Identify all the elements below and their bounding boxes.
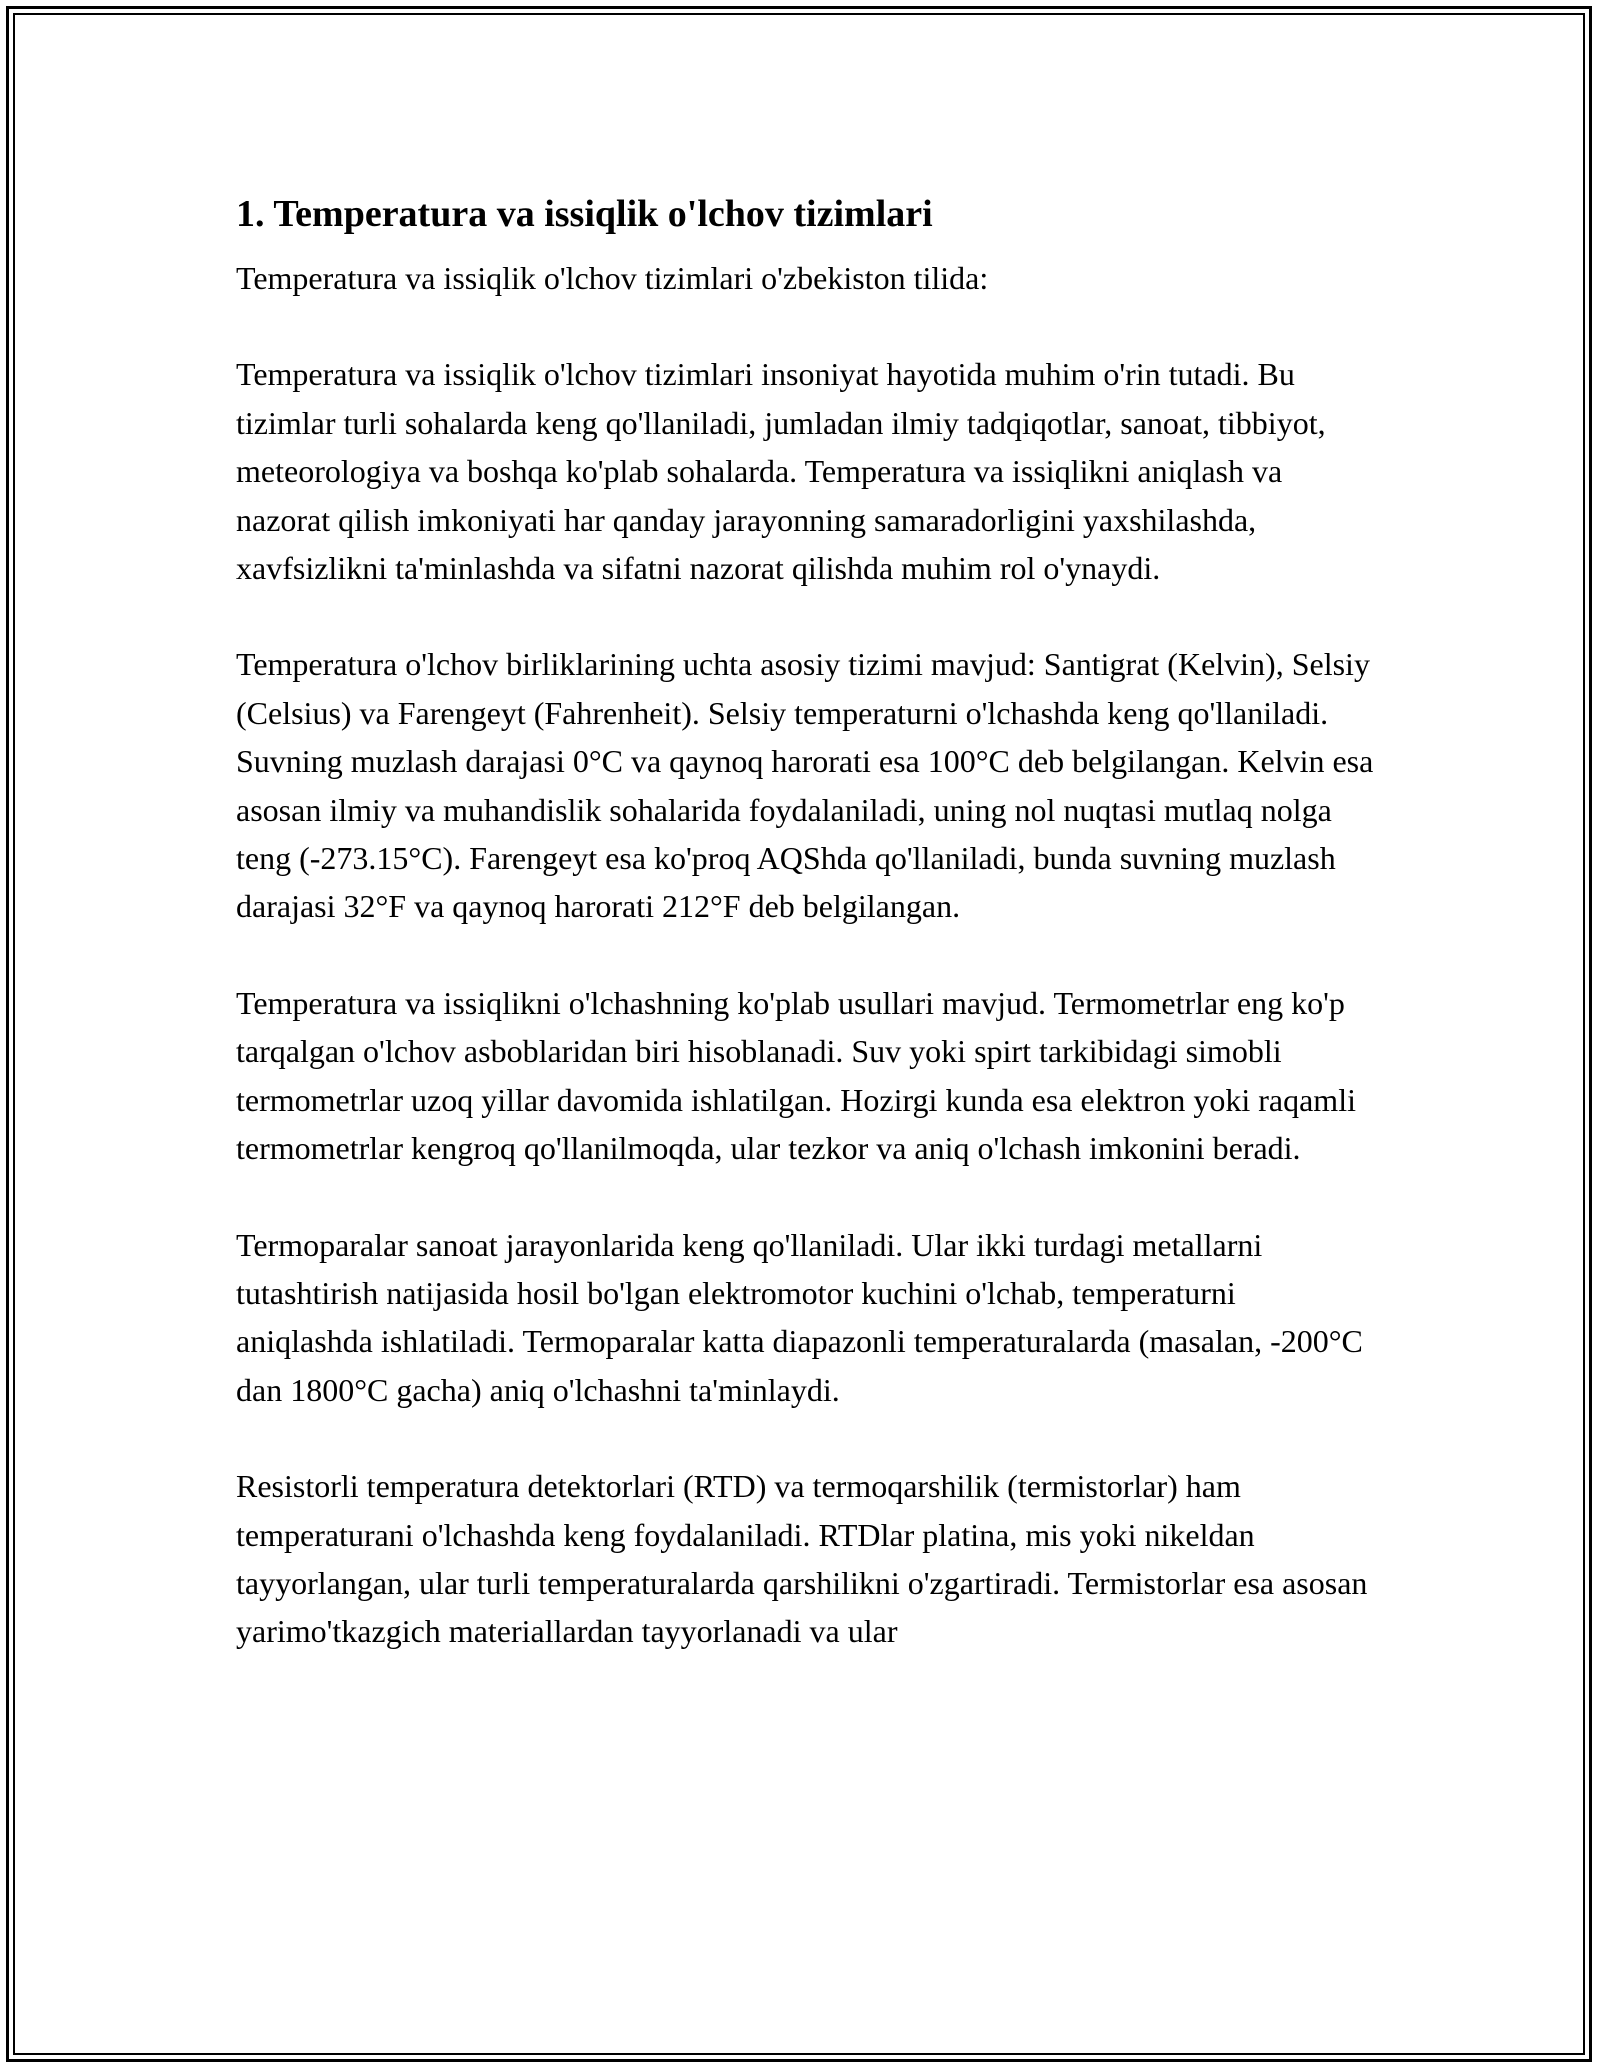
paragraph-thermocouples: Termoparalar sanoat jarayonlarida keng qo'llaniladi. Ular ikki turdagi metallarni tutashtirish natijasida hosil bo'lgan elektromotor kuchini o'lchab, temperaturni aniqlashda ishlatiladi. Termoparalar katta diapazonli temperaturalarda (masalan, -200°C dan 1800°C gacha) aniq o'lchashni ta'minlaydi.: [236, 1226, 1363, 1408]
paragraph-importance: Temperatura va issiqlik o'lchov tizimlari insoniyat hayotida muhim o'rin tutadi. Bu tizimlar turli sohalarda keng qo'llaniladi, jumladan ilmiy tadqiqotlar, sanoat, tibbiyot, meteorologiya va boshqa ko'plab sohalarda. Temperatura va issiqlikni aniqlash va nazorat qilish imkoniyati har qanday jarayonning samaradorligini yaxshilashda, xavfsizlikni ta'minlashda va sifatni nazorat qilishda muhim rol o'ynaydi.: [236, 356, 1326, 587]
document-body: [236, 188, 1376, 1704]
paragraph-thermometers: Temperatura va issiqlikni o'lchashning ko'plab usullari mavjud. Termometrlar eng ko'p tarqalgan o'lchov asboblaridan biri hisoblanadi. Suv yoki spirt tarkibidagi simobli termometrlar uzoq yillar davomida ishlatilgan. Hozirgi kunda esa elektron yoki raqamli termometrlar kengroq qo'llanilmoqda, ular tezkor va aniq o'lchash imkonini beradi.: [236, 984, 1356, 1167]
paragraph-units: Temperatura o'lchov birliklarining uchta asosiy tizimi mavjud: Santigrat (Kelvin), Selsiy (Celsius) va Farengeyt (Fahrenheit). Selsiy temperaturni o'lchashda keng qo'llaniladi. Suvning muzlash darajasi 0°C va qaynoq harorati esa 100°C deb belgilangan. Kelvin esa asosan ilmiy va muhandislik sohalarida foydalaniladi, uning nol nuqtasi mutlaq nolga teng (-273.15°C). Farengeyt esa ko'proq AQShda qo'llaniladi, bunda suvning muzlash darajasi 32°F va qaynoq harorati 212°F deb belgilangan.: [236, 646, 1374, 925]
paragraph-intro: Temperatura va issiqlik o'lchov tizimlari o'zbekiston tilida:: [236, 260, 989, 296]
paragraph-rtd: Resistorli temperatura detektorlari (RTD) va termoqarshilik (termistorlar) ham temperaturani o'lchashda keng foydalaniladi. RTDlar platina, mis yoki nikeldan tayyorlangan, ular turli temperaturalarda qarshilikni o'zgartiradi. Termistorlar esa asosan yarimo'tkazgich materiallardan tayyorlanadi va ular: [236, 1468, 1368, 1650]
section-heading: 1. Temperatura va issiqlik o'lchov tizimlari: [236, 193, 933, 235]
